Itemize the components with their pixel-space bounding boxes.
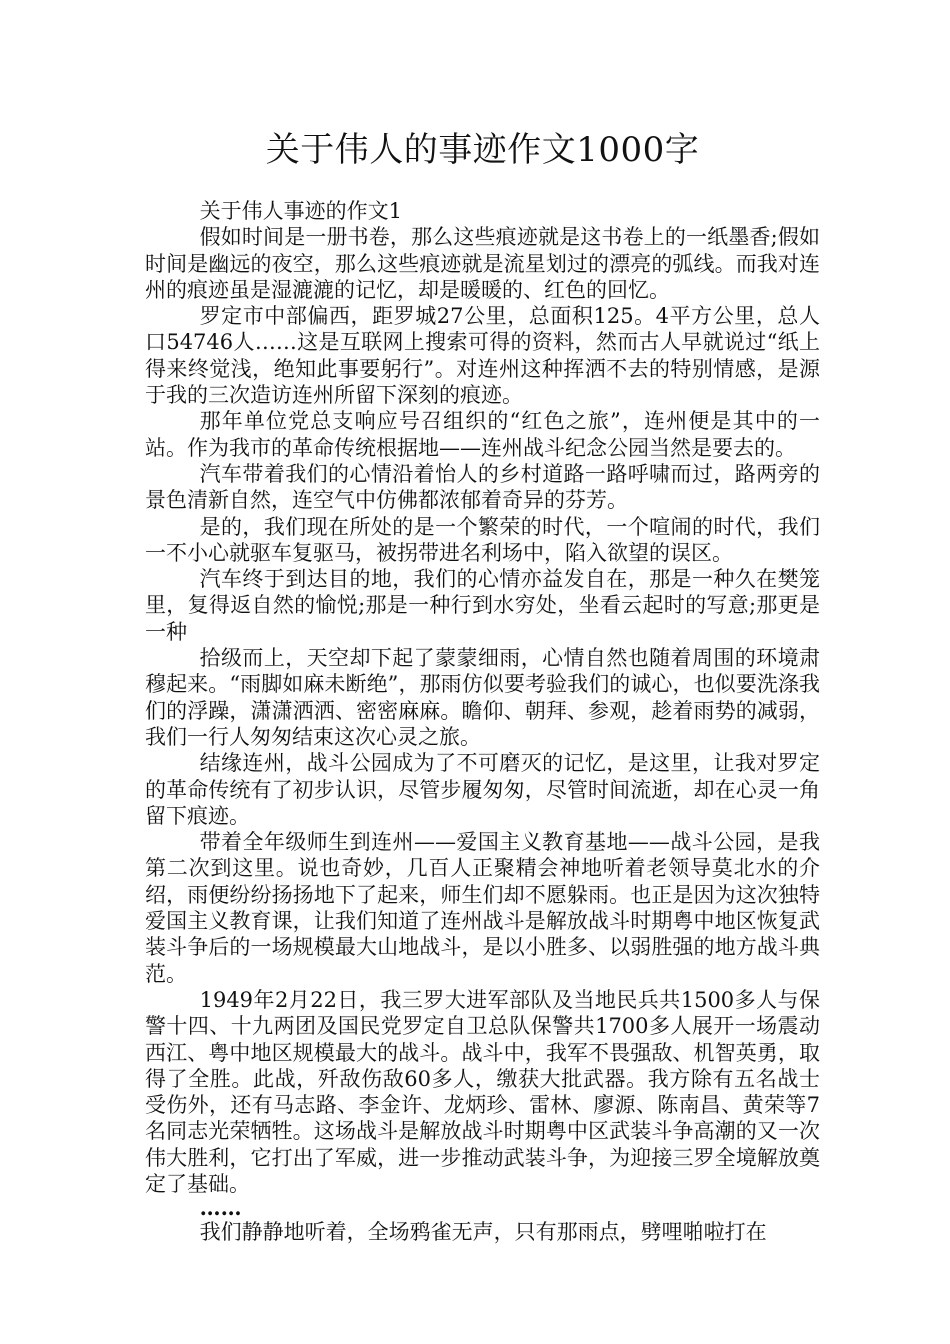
document-title: 关于伟人的事迹作文1000字 [265, 130, 700, 170]
paragraph-3: 那年单位党总支响应号召组织的“红色之旅”，连州便是其中的一站。作为我市的革命传统根据地——连州战斗纪念公园当然是要去的。 [145, 409, 820, 460]
paragraph-4: 汽车带着我们的心情沿着怡人的乡村道路一路呼啸而过，路两旁的景色清新自然，连空气中仿佛都浓郁着奇异的芬芳。 [145, 461, 820, 513]
document-page [145, 118, 820, 1246]
paragraph-5: 是的，我们现在所处的是一个繁荣的时代，一个喧闹的时代，我们一不小心就驱车复驱马，被拐带进名利场中，陷入欲望的误区。 [145, 514, 820, 565]
paragraph-7: 拾级而上，天空却下起了蒙蒙细雨，心情自然也随着周围的环境肃穆起来。“雨脚如麻未断绝”，那雨仿似要考验我们的诚心，也似要洗涤我们的浮躁，潇潇洒洒、密密麻麻。瞻仰、朝拜、参观，趁着雨势的减弱，我们一行人匆匆结束这次心灵之旅。 [145, 646, 820, 749]
paragraph-last: 我们静静地听着，全场鸦雀无声，只有那雨点，劈哩啪啦打在 [199, 1220, 767, 1245]
paragraph-6: 汽车终于到达目的地，我们的心情亦益发自在，那是一种久在樊笼里，复得返自然的愉悦;那是一种行到水穷处，坐看云起时的写意;那更是一种 [145, 567, 820, 644]
ellipsis-mark: …… [199, 1195, 242, 1221]
paragraph-8: 结缘连州，战斗公园成为了不可磨灭的记忆，是这里，让我对罗定的革命传统有了初步认识，尽管步履匆匆，尽管时间流逝，却在心灵一角留下痕迹。 [145, 751, 820, 828]
paragraph-9: 带着全年级师生到连州——爱国主义教育基地——战斗公园，是我第二次到这里。说也奇妙，几百人正聚精会神地听着老领导莫北水的介绍，雨便纷纷扬扬地下了起来，师生们却不愿躲雨。也正是因为这次独特爱国主义教育课，让我们知道了连州战斗是解放战斗时期粤中地区恢复武装斗争后的一场规模最大山地战斗，是以小胜多、以弱胜强的地方战斗典范。 [145, 830, 820, 986]
paragraph-10: 1949年2月22日，我三罗大进军部队及当地民兵共1500多人与保警十四、十九两团及国民党罗定自卫总队保警共1700多人展开一场震动西江、粤中地区规模最大的战斗。战斗中，我军不畏强敌、机智英勇，取得了全胜。此战，歼敌伤敌60多人，缴获大批武器。我方除有五名战士受伤外，还有马志路、李金许、龙炳珍、雷林、廖源、陈南昌、黄荣等7名同志光荣牺牲。这场战斗是解放战斗时期粤中区武装斗争高潮的又一次伟大胜利，它打出了军威，进一步推动武装斗争，为迎接三罗全境解放奠定了基础。 [145, 987, 820, 1196]
section-heading: 关于伟人事迹的作文1 [199, 199, 402, 223]
paragraph-1: 假如时间是一册书卷，那么这些痕迹就是这书卷上的一纸墨香;假如时间是幽远的夜空，那么这些痕迹就是流星划过的漂亮的弧线。而我对连州的痕迹虽是湿漉漉的记忆，却是暖暖的、红色的回忆。 [145, 225, 820, 302]
paragraph-2: 罗定市中部偏西，距罗城27公里，总面积125。4平方公里，总人口54746人……这是互联网上搜索可得的资料，然而古人早就说过“纸上得来终觉浅，绝知此事要躬行”。对连州这种挥洒不去的特别情感，是源于我的三次造访连州所留下深刻的痕迹。 [145, 304, 820, 408]
